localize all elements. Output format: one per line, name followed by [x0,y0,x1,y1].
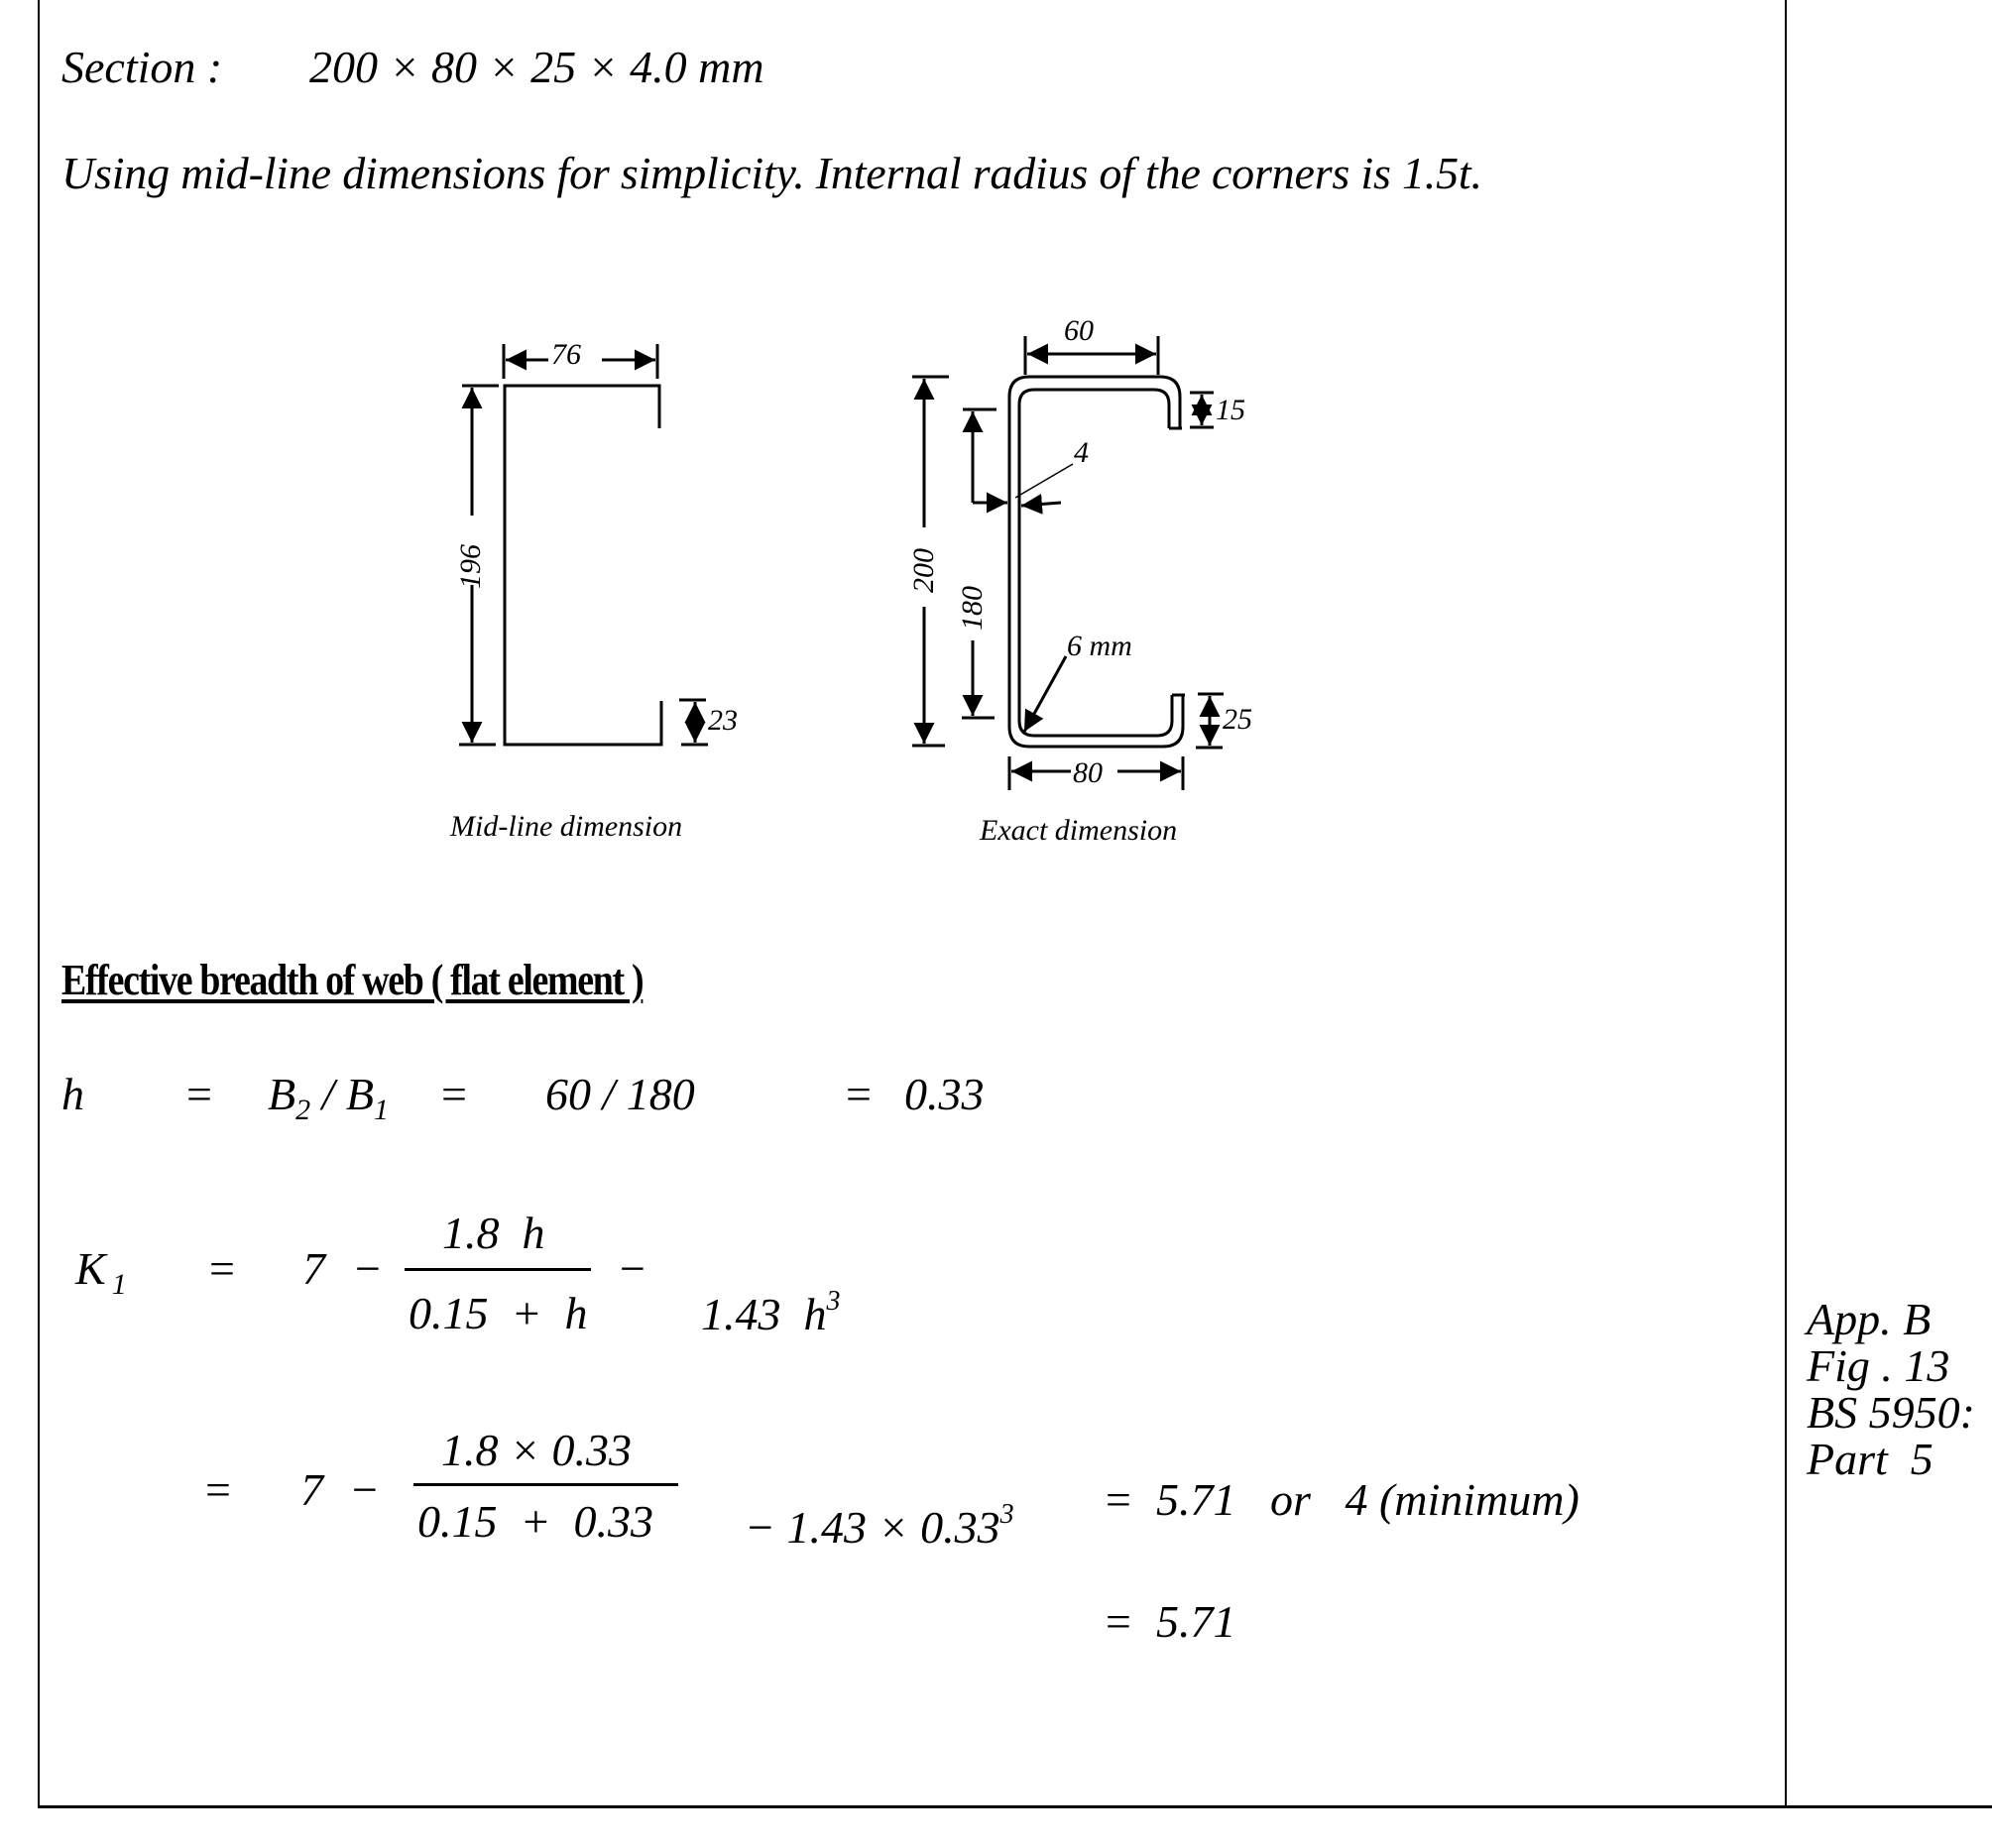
k-subscript: 1 [111,1268,127,1301]
eq-k1-equals: = [209,1243,235,1294]
margin-ref-line-1: App. B [1807,1294,1932,1344]
exact-thickness-label: 4 [1074,436,1089,469]
exact-top-lip-label: 15 [1216,394,1245,426]
section-diagrams [0,0,1992,892]
eq-k1s-result-2: = 5.71 [1103,1596,1236,1647]
b1-subscript: 1 [374,1094,389,1126]
eq-k1-numerator: 1.8 h [442,1208,545,1258]
eq-h-equals-2: = [441,1069,467,1119]
eq-k1s-result-1: = 5.71 or 4 (minimum) [1103,1474,1580,1525]
eq-k1s-minus-1: − [352,1464,378,1515]
b2-subscript: 2 [295,1094,311,1126]
eq-k1s-numerator: 1.8 × 0.33 [441,1425,633,1475]
eq-h-ratio-value: 60 / 180 [545,1069,695,1119]
exact-radius-label: 6 mm [1067,630,1132,662]
eq-k1-lhs [75,1243,127,1301]
eq-h-equals-1: = [186,1069,212,1119]
eq-k1-tail-exponent: 3 [826,1286,841,1317]
bottom-border [38,1805,1992,1808]
k-symbol: K [75,1243,106,1294]
eq-k1s-tail [722,1459,1014,1551]
exact-web-flat-label: 180 [956,586,989,631]
midline-section-figure [459,344,708,745]
eq-k1s-fraction-bar [413,1483,678,1486]
section-label: Section : [61,42,223,92]
exact-bottom-lip-label: 25 [1223,703,1252,736]
section-heading: Effective breadth of web ( flat element ) [61,956,644,1004]
margin-ref-line-4: Part 5 [1807,1434,1933,1484]
eq-k1-minus-1: − [355,1243,381,1294]
midline-width-label: 76 [551,338,581,371]
ratio-slash: / [321,1069,335,1119]
exact-bottom-flange-label: 80 [1073,756,1103,789]
eq-h-result: 0.33 [904,1069,985,1119]
eq-k1s-tail-term: − 1.43 × 0.33 [745,1502,1000,1553]
eq-k1s-denominator: 0.15 + 0.33 [417,1496,654,1547]
eq-k1s-tail-exponent: 3 [999,1499,1014,1530]
eq-k1-tail-term: 1.43 h [701,1289,827,1339]
exact-top-flange-label: 60 [1064,314,1094,347]
midline-caption: Mid-line dimension [450,810,683,843]
eq-k1-seven: 7 [302,1243,325,1294]
b2-symbol: B [268,1069,296,1119]
exact-section-figure [912,336,1224,790]
eq-h-equals-3: = [846,1069,872,1119]
exact-height-label: 200 [907,548,940,593]
eq-k1-fraction-bar [405,1268,591,1271]
eq-k1-tail [678,1246,841,1337]
eq-h-ratio-symbols [268,1069,389,1126]
section-value: 200 × 80 × 25 × 4.0 mm [309,42,764,92]
eq-k1s-seven: 7 [300,1464,323,1515]
section-note: Using mid-line dimensions for simplicity. Internal radius of the corners is 1.5t. [61,148,1482,198]
b1-symbol: B [345,1069,374,1119]
margin-ref-line-2: Fig . 13 [1807,1340,1950,1391]
exact-caption: Exact dimension [980,814,1178,847]
midline-lip-label: 23 [708,704,738,737]
margin-ref-line-3: BS 5950: [1807,1387,1975,1438]
eq-k1-minus-2: − [620,1243,645,1294]
eq-h-lhs: h [61,1069,84,1119]
margin-reference [1807,1296,1975,1482]
midline-height-label: 196 [454,544,487,589]
eq-k1s-equals: = [205,1464,231,1515]
eq-k1-denominator: 0.15 + h [409,1288,588,1338]
